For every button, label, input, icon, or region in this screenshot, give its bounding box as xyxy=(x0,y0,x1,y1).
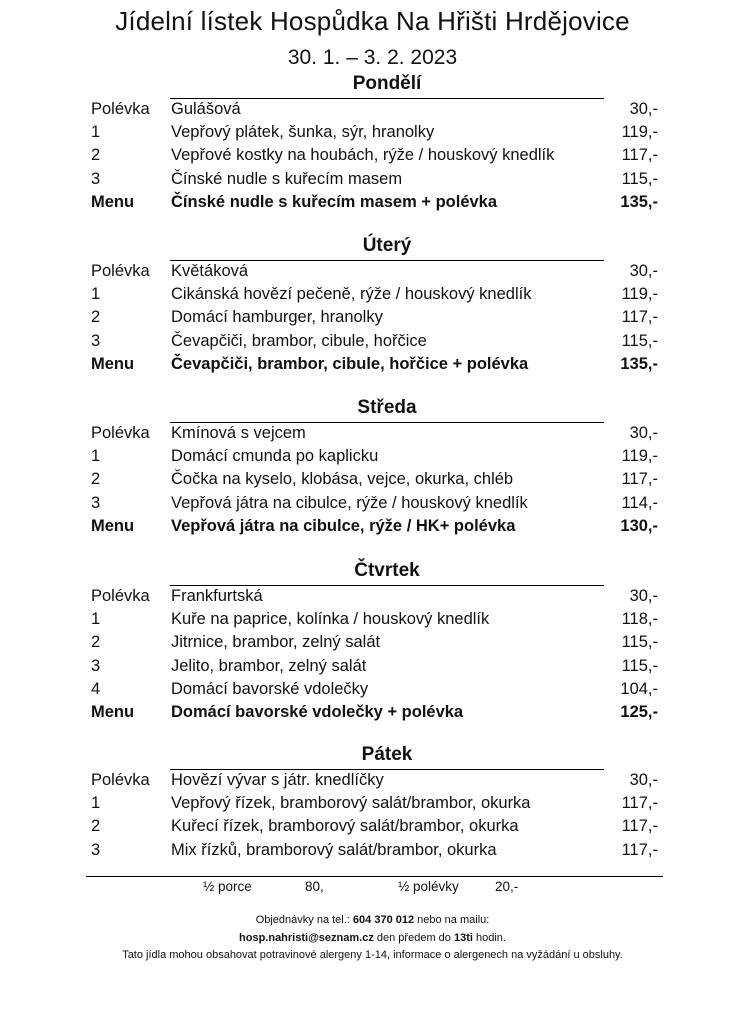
menu-row xyxy=(0,424,745,447)
day-heading-rule xyxy=(170,98,604,99)
half-soup-price: 20,- xyxy=(495,879,519,894)
day-heading-rule xyxy=(170,422,604,423)
dish-price: 117,- xyxy=(621,308,658,327)
menu-row xyxy=(0,100,745,123)
item-label: Polévka xyxy=(91,424,150,442)
item-label: Polévka xyxy=(91,587,150,605)
item-label: 2 xyxy=(91,470,101,489)
date-range: 30. 1. – 3. 2. 2023 xyxy=(287,46,458,69)
dish-name: Čevapčiči, brambor, cibule, hořčice + polévka xyxy=(171,354,529,373)
dish-name: Vepřový řízek, bramborový salát/brambor, okurka xyxy=(171,794,531,813)
dish-price: 119,- xyxy=(621,447,658,466)
day-heading: Pondělí xyxy=(352,73,422,94)
dish-price: 104,- xyxy=(620,679,658,698)
menu-row xyxy=(0,470,745,493)
menu-row xyxy=(0,447,745,470)
dish-price: 119,- xyxy=(621,123,658,142)
dish-price: 117,- xyxy=(621,817,658,836)
dish-name: Jelito, brambor, zelný salát xyxy=(171,656,367,675)
item-label: 3 xyxy=(91,331,101,350)
dish-price: 117,- xyxy=(621,794,658,813)
day-heading: Středa xyxy=(357,397,417,418)
dish-name: Hovězí vývar s játr. knedlíčky xyxy=(171,771,384,789)
dish-price: 115,- xyxy=(621,169,658,188)
item-label: 3 xyxy=(91,169,101,188)
day-heading-rule xyxy=(170,769,604,770)
dish-name: Vepřové kostky na houbách, rýže / houskový knedlík xyxy=(171,146,555,165)
menu-row xyxy=(0,587,745,610)
dish-price: 119,- xyxy=(621,285,658,304)
dish-name: Vepřový plátek, šunka, sýr, hranolky xyxy=(171,123,435,142)
item-label: Menu xyxy=(91,516,135,535)
dish-price: 117,- xyxy=(621,470,658,489)
menu-row xyxy=(0,146,745,169)
day-heading: Pátek xyxy=(361,744,413,765)
item-label: Menu xyxy=(91,192,135,211)
page-title: Jídelní lístek Hospůdka Na Hřišti Hrdějovice xyxy=(115,6,630,36)
day-heading-rule xyxy=(170,260,604,261)
dish-name: Čínské nudle s kuřecím masem xyxy=(171,169,403,188)
menu-row xyxy=(0,123,745,146)
menu-row xyxy=(0,308,745,331)
dish-name: Mix řízků, bramborový salát/brambor, okurka xyxy=(171,840,497,859)
menu-row xyxy=(0,193,745,216)
menu-row xyxy=(0,285,745,308)
menu-row xyxy=(0,703,745,726)
allergen-note: Tato jídla mohou obsahovat potravinové alergeny 1-14, informace o alergenech na vyžádání u obsluhy. xyxy=(122,949,623,961)
dish-price: 125,- xyxy=(620,703,658,721)
dish-name: Domácí hamburger, hranolky xyxy=(171,308,383,327)
email-address[interactable]: hosp.nahristi@seznam.cz xyxy=(239,932,374,944)
footer-divider xyxy=(86,876,663,877)
dish-name: Květáková xyxy=(171,262,249,280)
dish-name: Čočka na kyselo, klobása, vejce, okurka, chléb xyxy=(171,470,514,489)
item-label: Polévka xyxy=(91,100,150,118)
dish-name: Domácí bavorské vdolečky + polévka xyxy=(171,703,464,721)
menu-row xyxy=(0,841,745,864)
dish-name: Kuřecí řízek, bramborový salát/brambor, okurka xyxy=(171,817,519,836)
dish-price: 30,- xyxy=(629,100,658,118)
menu-row xyxy=(0,794,745,817)
dish-price: 135,- xyxy=(620,354,658,373)
item-label: 2 xyxy=(91,308,101,327)
item-label: 1 xyxy=(91,285,101,304)
phone-number[interactable]: 604 370 012 xyxy=(352,914,415,926)
dish-name: Kuře na paprice, kolínka / houskový knedlík xyxy=(171,610,490,629)
item-label: Polévka xyxy=(91,771,150,789)
dish-name: Čevapčiči, brambor, cibule, hořčice xyxy=(171,331,427,350)
dish-price: 30,- xyxy=(629,262,658,280)
item-label: 1 xyxy=(91,447,101,466)
item-label: Polévka xyxy=(91,262,150,280)
deadline-suffix: hodin. xyxy=(472,932,506,944)
dish-price: 115,- xyxy=(621,331,658,350)
deadline-time: 13ti xyxy=(453,932,473,944)
dish-name: Čínské nudle s kuřecím masem + polévka xyxy=(171,192,498,211)
dish-price: 118,- xyxy=(621,610,658,629)
menu-row xyxy=(0,170,745,193)
item-label: 3 xyxy=(91,493,101,512)
item-label: Menu xyxy=(91,354,135,373)
item-label: 1 xyxy=(91,123,101,142)
dish-price: 135,- xyxy=(620,192,658,211)
menu-row xyxy=(0,610,745,633)
order-prefix: Objednávky na tel.: xyxy=(255,914,353,926)
item-label: 3 xyxy=(91,656,101,675)
menu-row xyxy=(0,517,745,540)
menu-row xyxy=(0,817,745,840)
item-label: 4 xyxy=(91,679,101,698)
half-soup-label: ½ polévky xyxy=(398,879,459,894)
dish-price: 115,- xyxy=(621,633,658,652)
half-portion-price: 80, xyxy=(305,879,324,894)
dish-name: Cikánská hovězí pečeně, rýže / houskový knedlík xyxy=(171,285,532,304)
menu-row xyxy=(0,355,745,378)
day-heading: Čtvrtek xyxy=(354,560,420,581)
dish-price: 130,- xyxy=(620,516,658,535)
deadline-prefix: den předem do xyxy=(373,932,454,944)
dish-name: Gulášová xyxy=(171,100,241,118)
dish-name: Domácí bavorské vdolečky xyxy=(171,679,369,698)
menu-row xyxy=(0,332,745,355)
item-label: 3 xyxy=(91,840,101,859)
item-label: 2 xyxy=(91,633,101,652)
menu-row xyxy=(0,657,745,680)
item-label: 1 xyxy=(91,794,101,813)
dish-price: 30,- xyxy=(629,771,658,789)
menu-row xyxy=(0,680,745,703)
dish-price: 30,- xyxy=(629,587,658,605)
dish-price: 117,- xyxy=(621,840,658,859)
menu-row xyxy=(0,494,745,517)
item-label: 1 xyxy=(91,610,101,629)
dish-name: Jitrnice, brambor, zelný salát xyxy=(171,633,381,652)
day-heading-rule xyxy=(170,585,604,586)
dish-name: Kmínová s vejcem xyxy=(171,424,306,442)
order-deadline xyxy=(0,932,745,944)
order-suffix: nebo na mailu: xyxy=(414,914,490,926)
item-label: 2 xyxy=(91,817,101,836)
dish-price: 115,- xyxy=(621,656,658,675)
day-heading: Úterý xyxy=(362,235,412,256)
dish-name: Domácí cmunda po kaplicku xyxy=(171,447,379,466)
dish-name: Frankfurtská xyxy=(171,587,263,605)
order-info xyxy=(0,914,745,926)
item-label: Menu xyxy=(91,703,135,721)
half-portion-label: ½ porce xyxy=(203,879,252,894)
dish-price: 114,- xyxy=(621,493,658,512)
menu-row xyxy=(0,771,745,794)
menu-row xyxy=(0,633,745,656)
dish-name: Vepřová játra na cibulce, rýže / houskový knedlík xyxy=(171,493,528,512)
item-label: 2 xyxy=(91,146,101,165)
menu-row xyxy=(0,262,745,285)
dish-name: Vepřová játra na cibulce, rýže / HK+ polévka xyxy=(171,516,516,535)
dish-price: 30,- xyxy=(629,424,658,442)
dish-price: 117,- xyxy=(621,146,658,165)
